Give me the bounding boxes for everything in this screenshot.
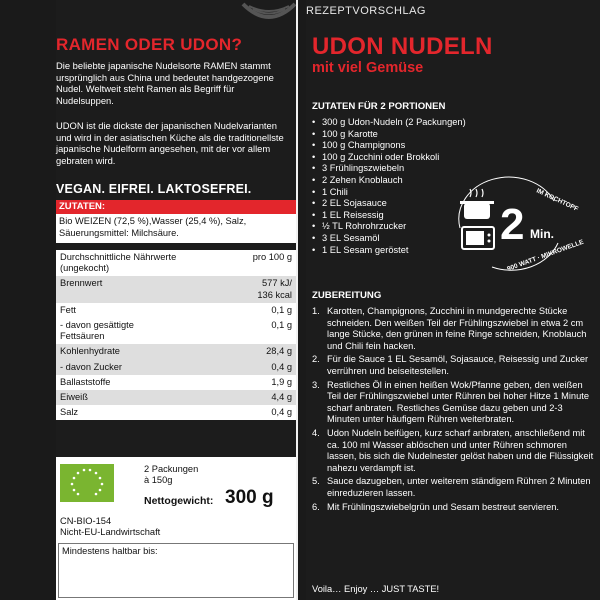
- nutrition-value: pro 100 g: [252, 252, 292, 262]
- ingredient-item: • 100 g Karotte: [312, 129, 466, 141]
- step-text: Mit Frühlingszwiebelgrün und Sesam bestreut servieren.: [327, 501, 560, 512]
- nutrition-row: [56, 250, 296, 276]
- ingredient-item: • 100 g Champignons: [312, 140, 466, 152]
- bowl-icon: [239, 0, 299, 26]
- nutrition-label: Durchschnittliche Nährwerte (ungekocht): [60, 252, 177, 274]
- preparation-step: [312, 428, 594, 474]
- cooking-time-badge-icon: [454, 183, 585, 273]
- badge-top-text: IM KOCHTOPF: [535, 187, 580, 213]
- nutrition-label: - davon gesättigte Fettsäuren: [60, 320, 134, 342]
- ingredient-item: • 2 Zehen Knoblauch: [312, 175, 466, 187]
- recipe-title: UDON NUDELN: [312, 33, 493, 60]
- step-number: 1.: [312, 306, 320, 316]
- ingredient-item: • 1 Chili: [312, 187, 466, 199]
- nutrition-label: Kohlenhydrate: [60, 346, 120, 357]
- step-number: 3.: [312, 379, 320, 390]
- package-info-panel: [56, 457, 296, 600]
- recipe-subtitle: mit viel Gemüse: [312, 60, 424, 76]
- ramen-heading: RAMEN ODER UDON?: [56, 35, 243, 54]
- nutrition-label: Brennwert: [60, 278, 103, 289]
- organic-control-code: CN-BIO-154 Nicht-EU-Landwirtschaft: [60, 516, 161, 538]
- eu-organic-logo-icon: [60, 464, 114, 502]
- nutrition-row: [56, 303, 296, 318]
- net-weight-value: 300 g: [225, 487, 274, 508]
- badge-bottom-text: 900 WATT · MIKROWELLE: [506, 238, 585, 273]
- udon-description: UDON ist die dickste der japanischen Nudelvarianten und wird in der asiatischen Küche als die traditionellste japanische Nudelform angesehen, mit der vor allem gebraten wird.: [56, 120, 284, 166]
- preparation-step: [312, 476, 594, 499]
- preparation-step: [312, 306, 594, 352]
- best-before-label: Mindestens haltbar bis:: [62, 546, 158, 556]
- nutrition-value: 0,1 g: [271, 320, 292, 331]
- ingredients-text: Bio WEIZEN (72,5 %),Wasser (25,4 %), Salz, Säuerungsmittel: Milchsäure.: [59, 216, 247, 238]
- step-text: Für die Sauce 1 EL Sesamöl, Sojasauce, Reisessig und Zucker verrühren und beiseitestellen.: [327, 354, 589, 376]
- nutrition-row: [56, 360, 296, 375]
- step-text: Udon Nudeln beifügen, kurz scharf anbraten, anschließend mit ca. 100 ml Wasser ablöschen und unter Rühren schmoren lassen, bis sich die Nudelnester gelöst haben und die Flüssigkeit nahezu verdampft ist.: [327, 427, 594, 473]
- closing-line: Voila… Enjoy … JUST TASTE!: [312, 584, 440, 594]
- nutrition-row: [56, 344, 296, 359]
- nutrition-label: - davon Zucker: [60, 361, 123, 372]
- nutrition-row: [56, 276, 296, 302]
- nutrition-row: [56, 405, 296, 420]
- preparation-step: [312, 354, 594, 377]
- nutrition-value: 4,4 g: [271, 392, 292, 403]
- right-column: [306, 0, 600, 600]
- nutrition-value: 577 kJ/ 136 kcal: [257, 278, 292, 300]
- best-before-box: [58, 543, 294, 598]
- ramen-description: Die beliebte japanische Nudelsorte RAMEN stammt ursprünglich aus China und bedeutet handgezogene Nudel. Weltweit steht Ramen als Begriff für Nudelsuppen.: [56, 60, 274, 106]
- ingredient-item: • 3 Frühlingszwiebeln: [312, 163, 466, 175]
- ingredient-item: • 3 EL Sesamöl: [312, 233, 466, 245]
- nutrition-label: Salz: [60, 407, 79, 418]
- vegan-claim: VEGAN. EIFREI. LAKTOSEFREI.: [56, 182, 252, 196]
- recipe-ingredients-heading: ZUTATEN FÜR 2 PORTIONEN: [312, 101, 446, 112]
- preparation-heading: ZUBEREITUNG: [312, 290, 382, 301]
- net-weight-label: Nettogewicht:: [144, 495, 214, 507]
- nutrition-row: [56, 390, 296, 405]
- recipe-ingredients-list: [312, 117, 466, 256]
- badge-unit: Min.: [530, 227, 554, 241]
- nutrition-label: Ballaststoffe: [60, 376, 111, 387]
- step-number: 6.: [312, 501, 320, 512]
- column-divider: [296, 0, 298, 600]
- badge-minutes: 2: [500, 200, 525, 249]
- nutrition-value: 0,1 g: [271, 304, 292, 315]
- nutrition-value: 0,4 g: [271, 361, 292, 372]
- preparation-steps: [312, 306, 594, 515]
- step-text: Karotten, Champignons, Zucchini in mundgerechte Stücke schneiden. Den weißen Teil der Frühlingszwiebel in etwa 2 cm lange Stücke, den grünen in feine Ringe schneiden, Knoblauch und Chili fein hacken.: [327, 306, 587, 351]
- ingredient-item: • ½ TL Rohrohrzucker: [312, 221, 466, 233]
- step-text: Sauce dazugeben, unter weiterem ständigem Rühren 2 Minuten einreduzieren lassen.: [327, 476, 591, 498]
- step-number: 5.: [312, 476, 320, 487]
- nutrition-value: 0,4 g: [271, 407, 292, 418]
- nutrition-table: [56, 250, 296, 420]
- nutrition-row: [56, 375, 296, 390]
- recipe-suggestion-label: REZEPTVORSCHLAG: [306, 5, 426, 17]
- nutrition-label: Fett: [60, 304, 77, 315]
- ingredient-item: • 300 g Udon-Nudeln (2 Packungen): [312, 117, 466, 129]
- nutrition-value: 28,4 g: [266, 346, 292, 357]
- step-number: 4.: [312, 427, 320, 438]
- preparation-step: [312, 502, 594, 514]
- step-text: Restliches Öl in einen heißen Wok/Pfanne geben, den weißen Teil der Frühlingszwiebel unter Rühren bei hoher Hitze 1 Minute scharf anbraten. Restliches Gemüse dazu geben und 2-3 Minuten unter häufigem Rühren weiterbraten.: [327, 379, 589, 425]
- pack-count: 2 Packungen à 150g: [144, 464, 199, 486]
- ingredient-item: • 100 g Zucchini oder Brokkoli: [312, 152, 466, 164]
- preparation-step: [312, 380, 594, 426]
- ingredients-heading: ZUTATEN:: [56, 200, 296, 214]
- nutrition-value: 1,9 g: [271, 376, 292, 387]
- nutrition-label: Eiweiß: [60, 392, 88, 403]
- ingredient-item: • 2 EL Sojasauce: [312, 198, 466, 210]
- nutrition-row: [56, 318, 296, 344]
- ingredients-panel: [56, 200, 296, 243]
- left-column: [56, 0, 296, 600]
- step-number: 2.: [312, 354, 320, 365]
- ingredient-item: • 1 EL Sesam geröstet: [312, 245, 466, 257]
- ingredient-item: • 1 EL Reisessig: [312, 210, 466, 222]
